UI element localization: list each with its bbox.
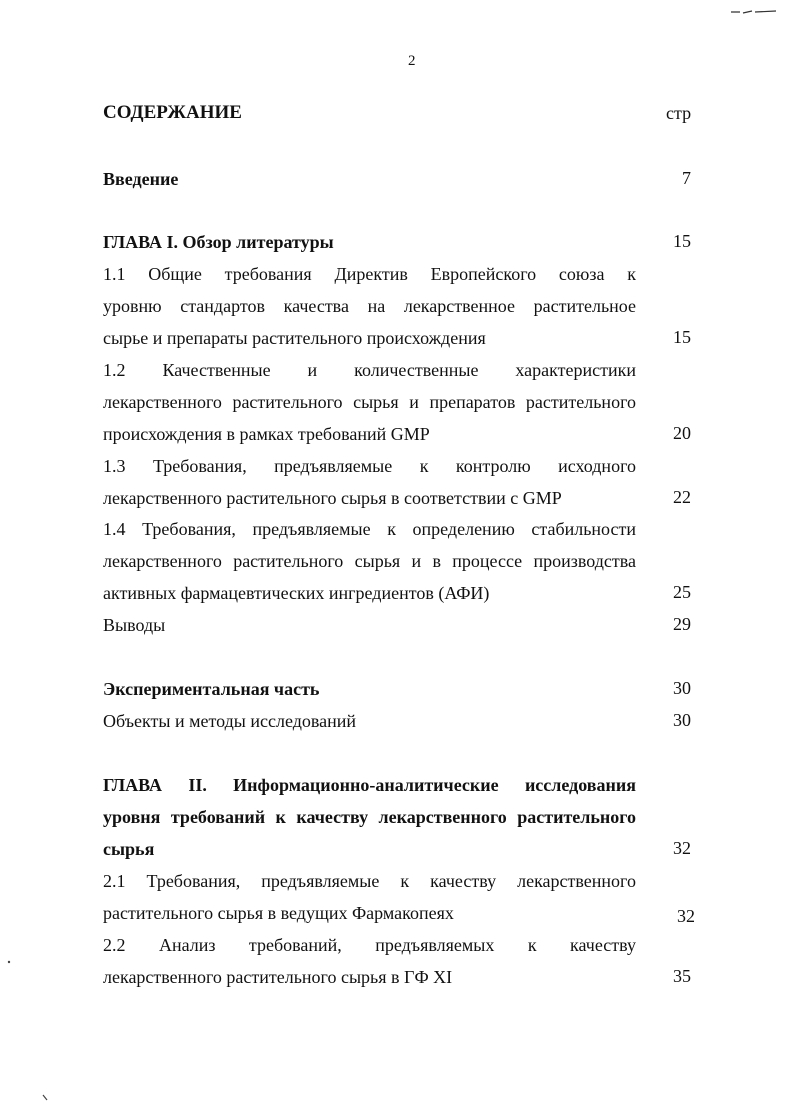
toc-entry-intro: Введение xyxy=(103,169,179,189)
scan-speck-bottom xyxy=(42,1094,50,1102)
toc-page-section-1-1: 15 xyxy=(673,327,691,347)
toc-page-section-1-4: 25 xyxy=(673,582,691,602)
toc-section-1-4-line-2: лекарственного растительного сырья и в процессе производства xyxy=(103,551,636,571)
toc-section-1-4-line-3: активных фармацевтических ингредиентов (АФИ) xyxy=(103,583,490,603)
toc-page-chapter-2: 32 xyxy=(673,838,691,858)
toc-page-chapter-1: 15 xyxy=(673,231,691,251)
toc-entry-experimental: Экспериментальная часть xyxy=(103,679,320,699)
scan-artifact-mark xyxy=(730,8,778,16)
toc-section-2-1-line-2: растительного сырья в ведущих Фармакопеях xyxy=(103,903,454,923)
toc-page-objects-methods: 30 xyxy=(673,710,691,730)
toc-page-experimental: 30 xyxy=(673,678,691,698)
toc-entry-conclusions: Выводы xyxy=(103,615,166,635)
toc-chapter-2-line-3: сырья xyxy=(103,839,155,859)
toc-section-1-2-line-2: лекарственного растительного сырья и препаратов растительного xyxy=(103,392,636,412)
toc-section-1-1-line-1: 1.1 Общие требования Директив Европейского союза к xyxy=(103,264,636,284)
toc-section-1-4-line-1: 1.4 Требования, предъявляемые к определению стабильности xyxy=(103,519,636,539)
toc-section-1-3-line-2: лекарственного растительного сырья в соответствии с GMP xyxy=(103,488,562,508)
toc-page-section-1-3: 22 xyxy=(673,487,691,507)
toc-page-section-2-2: 35 xyxy=(673,966,691,986)
toc-title: СОДЕРЖАНИЕ xyxy=(103,102,242,123)
toc-chapter-2-line-2: уровня требований к качеству лекарственного растительного xyxy=(103,807,636,827)
toc-section-1-2-line-1: 1.2 Качественные и количественные характеристики xyxy=(103,360,636,380)
toc-section-1-1-line-3: сырье и препараты растительного происхождения xyxy=(103,328,486,348)
toc-chapter-1-title: ГЛАВА I. Обзор литературы xyxy=(103,232,334,252)
toc-page-section-1-2: 20 xyxy=(673,423,691,443)
toc-entry-objects-methods: Объекты и методы исследований xyxy=(103,711,357,731)
toc-section-2-2-line-2: лекарственного растительного сырья в ГФ XI xyxy=(103,967,453,987)
scan-speck-left xyxy=(6,960,12,964)
toc-section-2-1-line-1: 2.1 Требования, предъявляемые к качеству лекарственного xyxy=(103,871,636,891)
toc-chapter-2-line-1: ГЛАВА II. Информационно-аналитические исследования xyxy=(103,775,636,795)
toc-section-1-2-line-3: происхождения в рамках требований GMP xyxy=(103,424,430,444)
page-number: 2 xyxy=(408,53,416,69)
toc-page-section-2-1: 32 xyxy=(677,906,695,926)
toc-page-conclusions: 29 xyxy=(673,614,691,634)
toc-section-2-2-line-1: 2.2 Анализ требований, предъявляемых к качеству xyxy=(103,935,636,955)
toc-section-1-1-line-2: уровню стандартов качества на лекарственное растительное xyxy=(103,296,636,316)
toc-page-intro: 7 xyxy=(682,168,691,188)
toc-section-1-3-line-1: 1.3 Требования, предъявляемые к контролю исходного xyxy=(103,456,636,476)
page-column-header: стр xyxy=(666,103,692,123)
